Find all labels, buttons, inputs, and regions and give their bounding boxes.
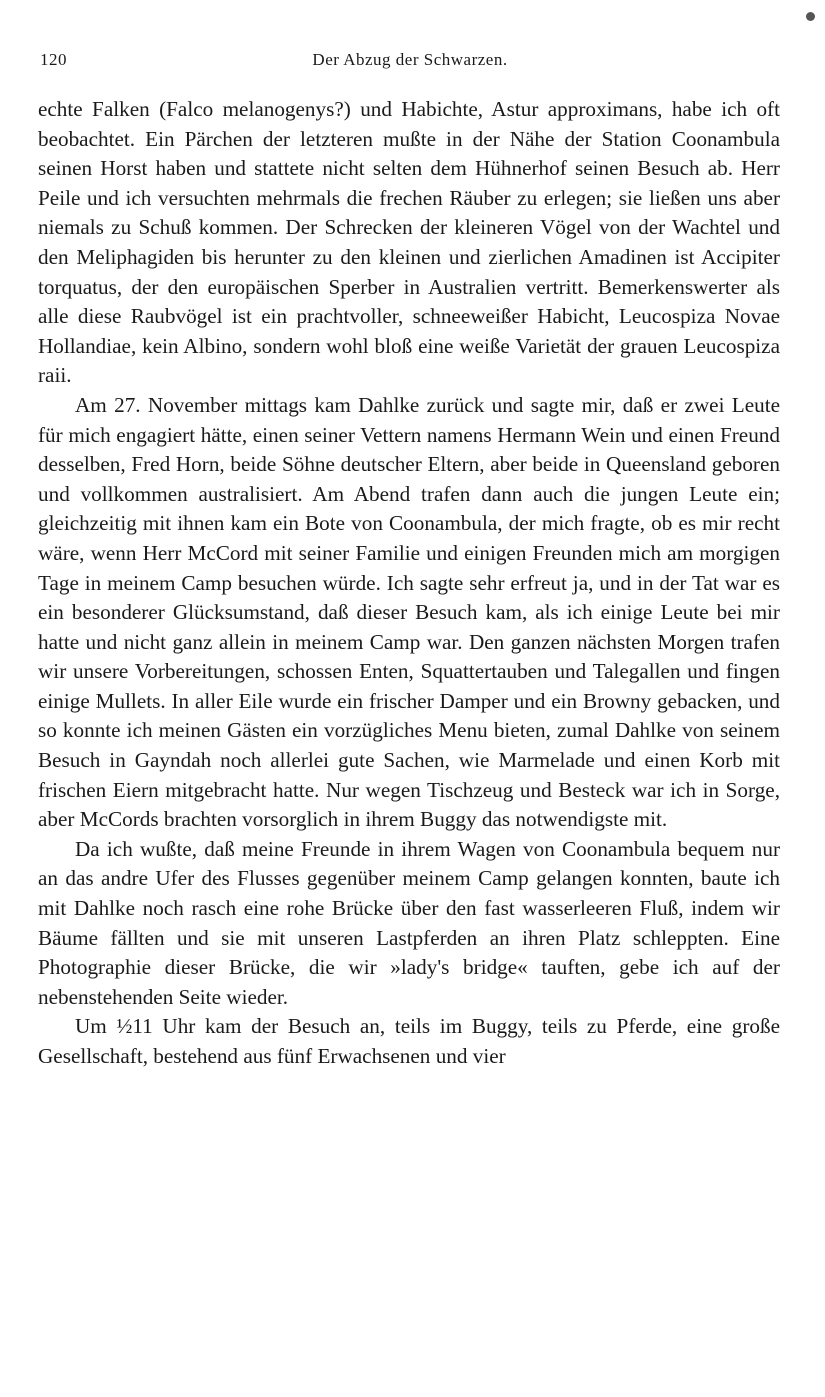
paragraph-1: echte Falken (Falco melanogenys?) und Habichte, Astur approximans, habe ich oft beobachtet. Ein Pärchen der letzteren mußte in der Nähe der Station Coonambula seinen Horst haben und stattete nicht selten dem Hühnerhof seinen Besuch ab. Herr Peile und ich versuchten mehrmals die frechen Räuber zu erlegen; sie ließen uns aber niemals zu Schuß kommen. Der Schrecken der kleineren Vögel von der Wachtel und den Meliphagiden bis herunter zu den kleinen und zierlichen Amadinen ist Accipiter torquatus, der den europäischen Sperber in Australien vertritt. Bemerkenswerter als alle diese Raubvögel ist ein prachtvoller, schneeweißer Habicht, Leucospiza Novae Hollandiae, kein Albino, sondern wohl bloß eine weiße Varietät der grauen Leucospiza raii. xyxy=(38,97,780,388)
paragraph-4: Um ½11 Uhr kam der Besuch an, teils im Buggy, teils zu Pferde, eine große Gesellschaft, bestehend aus fünf Erwachsenen und vier xyxy=(38,1014,780,1068)
page-header xyxy=(40,50,780,74)
page-number: 120 xyxy=(40,50,67,69)
paragraph-2: Am 27. November mittags kam Dahlke zurück und sagte mir, daß er zwei Leute für mich engagiert hätte, einen seiner Vettern namens Hermann Wein und einen Freund desselben, Fred Horn, beide Söhne deutscher Eltern, aber beide in Queensland geboren und vollkommen australisiert. Am Abend trafen dann auch die jungen Leute ein; gleichzeitig mit ihnen kam ein Bote von Coonambula, der mich fragte, ob es mir recht wäre, wenn Herr McCord mit seiner Familie und einigen Freunden mich am morgigen Tage in meinem Camp besuchen würde. Ich sagte sehr erfreut ja, und in der Tat war es ein besonderer Glücksumstand, daß dieser Besuch kam, als ich einige Leute bei mir hatte und nicht ganz allein in meinem Camp war. Den ganzen nächsten Morgen trafen wir unsere Vorbereitungen, schossen Enten, Squattertauben und Talegallen und fingen einige Mullets. In aller Eile wurde ein frischer Damper und ein Browny gebacken, und so konnte ich meinen Gästen ein vorzügliches Menu bieten, zumal Dahlke von seinem Besuch in Gayndah noch allerlei gute Sachen, wie Marmelade und einen Korb mit frischen Eiern mitgebracht hatte. Nur wegen Tischzeug und Besteck war ich in Sorge, aber McCords brachten vorsorglich in ihrem Buggy das notwendigste mit. xyxy=(38,392,780,832)
ink-speck xyxy=(806,12,815,21)
running-title: Der Abzug der Schwarzen. xyxy=(312,50,508,69)
paragraph-3: Da ich wußte, daß meine Freunde in ihrem Wagen von Coonambula bequem nur an das andre Ufer des Flusses gegenüber meinem Camp gelangen konnten, baute ich mit Dahlke noch rasch eine rohe Brücke über den fast wasserleeren Fluß, indem wir Bäume fällten und sie mit unseren Lastpferden an ihren Platz schleppten. Eine Photographie dieser Brücke, die wir »lady's bridge« tauften, gebe ich auf der nebenstehenden Seite wieder. xyxy=(38,836,780,1009)
body-text xyxy=(38,95,780,1072)
